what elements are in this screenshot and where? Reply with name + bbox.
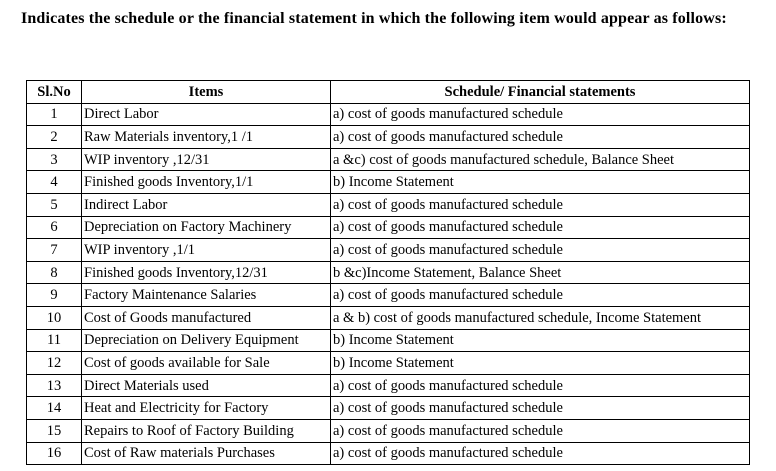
row-schedule: b) Income Statement: [331, 171, 750, 194]
row-item: Repairs to Roof of Factory Building: [82, 419, 331, 442]
row-number: 6: [27, 216, 82, 239]
row-schedule: a) cost of goods manufactured schedule: [331, 216, 750, 239]
row-schedule: a) cost of goods manufactured schedule: [331, 442, 750, 465]
table-row: [27, 103, 750, 126]
table-body: [27, 103, 750, 465]
header-row: [27, 81, 750, 104]
row-schedule: a) cost of goods manufactured schedule: [331, 239, 750, 262]
row-number: 11: [27, 329, 82, 352]
row-schedule: b) Income Statement: [331, 352, 750, 375]
row-item: WIP inventory ,1/1: [82, 239, 331, 262]
row-schedule: a) cost of goods manufactured schedule: [331, 397, 750, 420]
row-item: Direct Materials used: [82, 374, 331, 397]
table-row: [27, 397, 750, 420]
row-number: 2: [27, 126, 82, 149]
row-item: Cost of Raw materials Purchases: [82, 442, 331, 465]
row-item: Factory Maintenance Salaries: [82, 284, 331, 307]
table-row: [27, 171, 750, 194]
row-schedule: a &c) cost of goods manufactured schedule, Balance Sheet: [331, 148, 750, 171]
row-item: Depreciation on Factory Machinery: [82, 216, 331, 239]
row-item: Direct Labor: [82, 103, 331, 126]
row-schedule: a) cost of goods manufactured schedule: [331, 193, 750, 216]
header-sl-no: Sl.No: [27, 81, 82, 104]
row-item: Finished goods Inventory,12/31: [82, 261, 331, 284]
schedule-table: [26, 80, 750, 465]
row-schedule: a) cost of goods manufactured schedule: [331, 419, 750, 442]
row-number: 5: [27, 193, 82, 216]
table-row: [27, 216, 750, 239]
row-schedule: a) cost of goods manufactured schedule: [331, 126, 750, 149]
row-number: 1: [27, 103, 82, 126]
table-row: [27, 261, 750, 284]
row-number: 4: [27, 171, 82, 194]
row-item: Finished goods Inventory,1/1: [82, 171, 331, 194]
row-number: 16: [27, 442, 82, 465]
table-row: [27, 126, 750, 149]
row-item: Raw Materials inventory,1 /1: [82, 126, 331, 149]
table-row: [27, 193, 750, 216]
row-schedule: a) cost of goods manufactured schedule: [331, 103, 750, 126]
row-item: Cost of Goods manufactured: [82, 306, 331, 329]
row-item: Cost of goods available for Sale: [82, 352, 331, 375]
row-item: WIP inventory ,12/31: [82, 148, 331, 171]
row-schedule: a) cost of goods manufactured schedule: [331, 374, 750, 397]
row-schedule: b &c)Income Statement, Balance Sheet: [331, 261, 750, 284]
row-item: Heat and Electricity for Factory: [82, 397, 331, 420]
row-item: Depreciation on Delivery Equipment: [82, 329, 331, 352]
header-items: Items: [82, 81, 331, 104]
header-schedule: Schedule/ Financial statements: [331, 81, 750, 104]
table-row: [27, 419, 750, 442]
table-row: [27, 352, 750, 375]
row-schedule: b) Income Statement: [331, 329, 750, 352]
row-schedule: a & b) cost of goods manufactured schedule, Income Statement: [331, 306, 750, 329]
table-row: [27, 239, 750, 262]
row-item: Indirect Labor: [82, 193, 331, 216]
table-row: [27, 284, 750, 307]
row-number: 3: [27, 148, 82, 171]
row-number: 14: [27, 397, 82, 420]
row-number: 8: [27, 261, 82, 284]
table-row: [27, 329, 750, 352]
table-row: [27, 442, 750, 465]
row-number: 9: [27, 284, 82, 307]
row-number: 13: [27, 374, 82, 397]
row-number: 10: [27, 306, 82, 329]
row-number: 12: [27, 352, 82, 375]
intro-text: Indicates the schedule or the financial statement in which the following item would appear as follows:: [21, 10, 727, 27]
table-row: [27, 148, 750, 171]
row-number: 15: [27, 419, 82, 442]
table-row: [27, 306, 750, 329]
row-schedule: a) cost of goods manufactured schedule: [331, 284, 750, 307]
row-number: 7: [27, 239, 82, 262]
table-row: [27, 374, 750, 397]
